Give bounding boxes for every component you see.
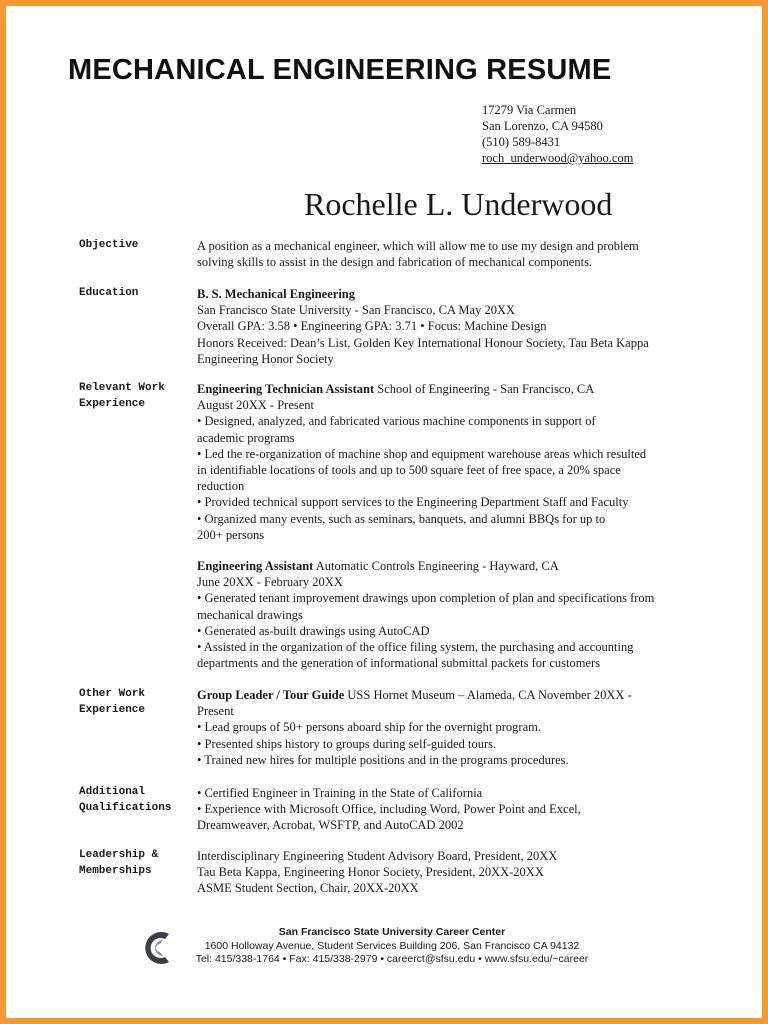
- text-line: ASME Student Section, Chair, 20XX-20XX: [197, 881, 419, 896]
- text-line: Present: [197, 704, 234, 719]
- text-line: • Presented ships history to groups during self-guided tours.: [197, 736, 497, 751]
- text-line: Engineering Honor Society: [197, 351, 334, 366]
- contact-phone: (510) 589-8431: [482, 135, 561, 149]
- section-label: Additional Qualifications: [79, 786, 172, 814]
- text-line: • Certified Engineer in Training in the State of California: [197, 786, 483, 800]
- text-line: • Provided technical support services to the Engineering Department Staff and Faculty: [197, 495, 629, 510]
- degree-title: B. S. Mechanical Engineering: [197, 287, 355, 301]
- contact-street: 17279 Via Carmen: [482, 103, 577, 117]
- career-center-logo-icon: [141, 928, 175, 968]
- text-line: San Francisco State University - San Francisco, CA May 20XX: [197, 303, 516, 318]
- contact-email-link[interactable]: roch_underwood@yahoo.com: [482, 151, 634, 165]
- job-employer: USS Hornet Museum – Alameda, CA November 20XX -: [344, 688, 632, 702]
- job-title: Engineering Technician Assistant: [197, 382, 375, 396]
- section-label: Education: [79, 287, 139, 299]
- job-employer: School of Engineering - San Francisco, CA: [374, 382, 595, 396]
- section-body: [197, 381, 707, 671]
- text-line: • Trained new hires for multiple positions and in the programs procedures.: [197, 752, 569, 767]
- section-body: [197, 286, 707, 367]
- section-label: Leadership & Memberships: [79, 849, 159, 877]
- text-line: • Generated tenant improvement drawings upon completion of plan and specifications from: [197, 591, 655, 606]
- text-line: • Led the re-organization of machine shop and equipment warehouse areas which resulted: [197, 446, 647, 461]
- text-line: • Organized many events, such as seminars, banquets, and alumni BBQs for up to: [197, 511, 606, 526]
- text-line: • Assisted in the organization of the office filing system, the purchasing and accounting: [197, 640, 634, 655]
- text-line: academic programs: [197, 430, 295, 445]
- job-heading: [197, 381, 707, 397]
- text-line: departments and the generation of informational submittal packets for customers: [197, 656, 601, 671]
- contact-city: San Lorenzo, CA 94580: [482, 119, 603, 133]
- footer-contact: Tel: 415/338-1764 • Fax: 415/338-2979 • careerct@sfsu.edu • www.sfsu.edu/~career: [195, 953, 589, 965]
- text-line: June 20XX - February 20XX: [197, 575, 343, 590]
- text-line: Tau Beta Kappa, Engineering Honor Society, President, 20XX-20XX: [197, 865, 544, 880]
- footer: [0, 926, 768, 976]
- text-line: August 20XX - Present: [197, 398, 315, 413]
- text-line: mechanical drawings: [197, 607, 303, 622]
- spacer: [197, 543, 707, 558]
- text-line: A position as a mechanical engineer, which will allow me to use my design and problem: [197, 239, 639, 253]
- footer-text: [182, 926, 602, 967]
- text-line: • Lead groups of 50+ persons aboard ship for the overnight program.: [197, 720, 541, 735]
- section-body: [197, 687, 707, 768]
- text-line: reduction: [197, 479, 245, 494]
- section-body: [197, 238, 707, 270]
- job-heading: [197, 687, 707, 703]
- text-line: • Designed, analyzed, and fabricated various machine components in support of: [197, 414, 596, 429]
- footer-address: 1600 Holloway Avenue, Student Services Building 206, San Francisco CA 94132: [204, 939, 580, 952]
- candidate-name: Rochelle L. Underwood: [304, 186, 613, 222]
- job-title: Group Leader / Tour Guide: [197, 688, 345, 702]
- section-body: [197, 785, 707, 834]
- job-heading: [197, 558, 707, 574]
- document-title: MECHANICAL ENGINEERING RESUME: [68, 54, 612, 86]
- job-employer: Automatic Controls Engineering - Hayward, CA: [313, 559, 559, 574]
- text-line: solving skills to assist in the design and fabrication of mechanical components.: [197, 255, 593, 270]
- text-line: Dreamweaver, Acrobat, WSFTP, and AutoCAD 2002: [197, 818, 464, 833]
- job-title: Engineering Assistant: [197, 559, 314, 574]
- footer-org: San Francisco State University Career Center: [278, 926, 506, 938]
- contact-block: [482, 102, 633, 166]
- text-line: • Generated as-built drawings using AutoCAD: [197, 623, 430, 638]
- section-label: Relevant Work Experience: [79, 382, 165, 410]
- text-line: Overall GPA: 3.58 • Engineering GPA: 3.71 • Focus: Machine Design: [197, 319, 547, 334]
- text-line: Honors Received: Dean’s List, Golden Key International Honour Society, Tau Beta Kappa: [197, 335, 649, 350]
- section-label: Objective: [79, 239, 139, 251]
- text-line: Interdisciplinary Engineering Student Advisory Board, President, 20XX: [197, 849, 558, 863]
- text-line: • Experience with Microsoft Office, including Word, Power Point and Excel,: [197, 802, 581, 817]
- section-label: Other Work Experience: [79, 688, 146, 716]
- text-line: 200+ persons: [197, 527, 265, 542]
- text-line: in identifiable locations of tools and up to 500 square feet of free space, a 20% space: [197, 463, 621, 478]
- section-body: [197, 848, 707, 897]
